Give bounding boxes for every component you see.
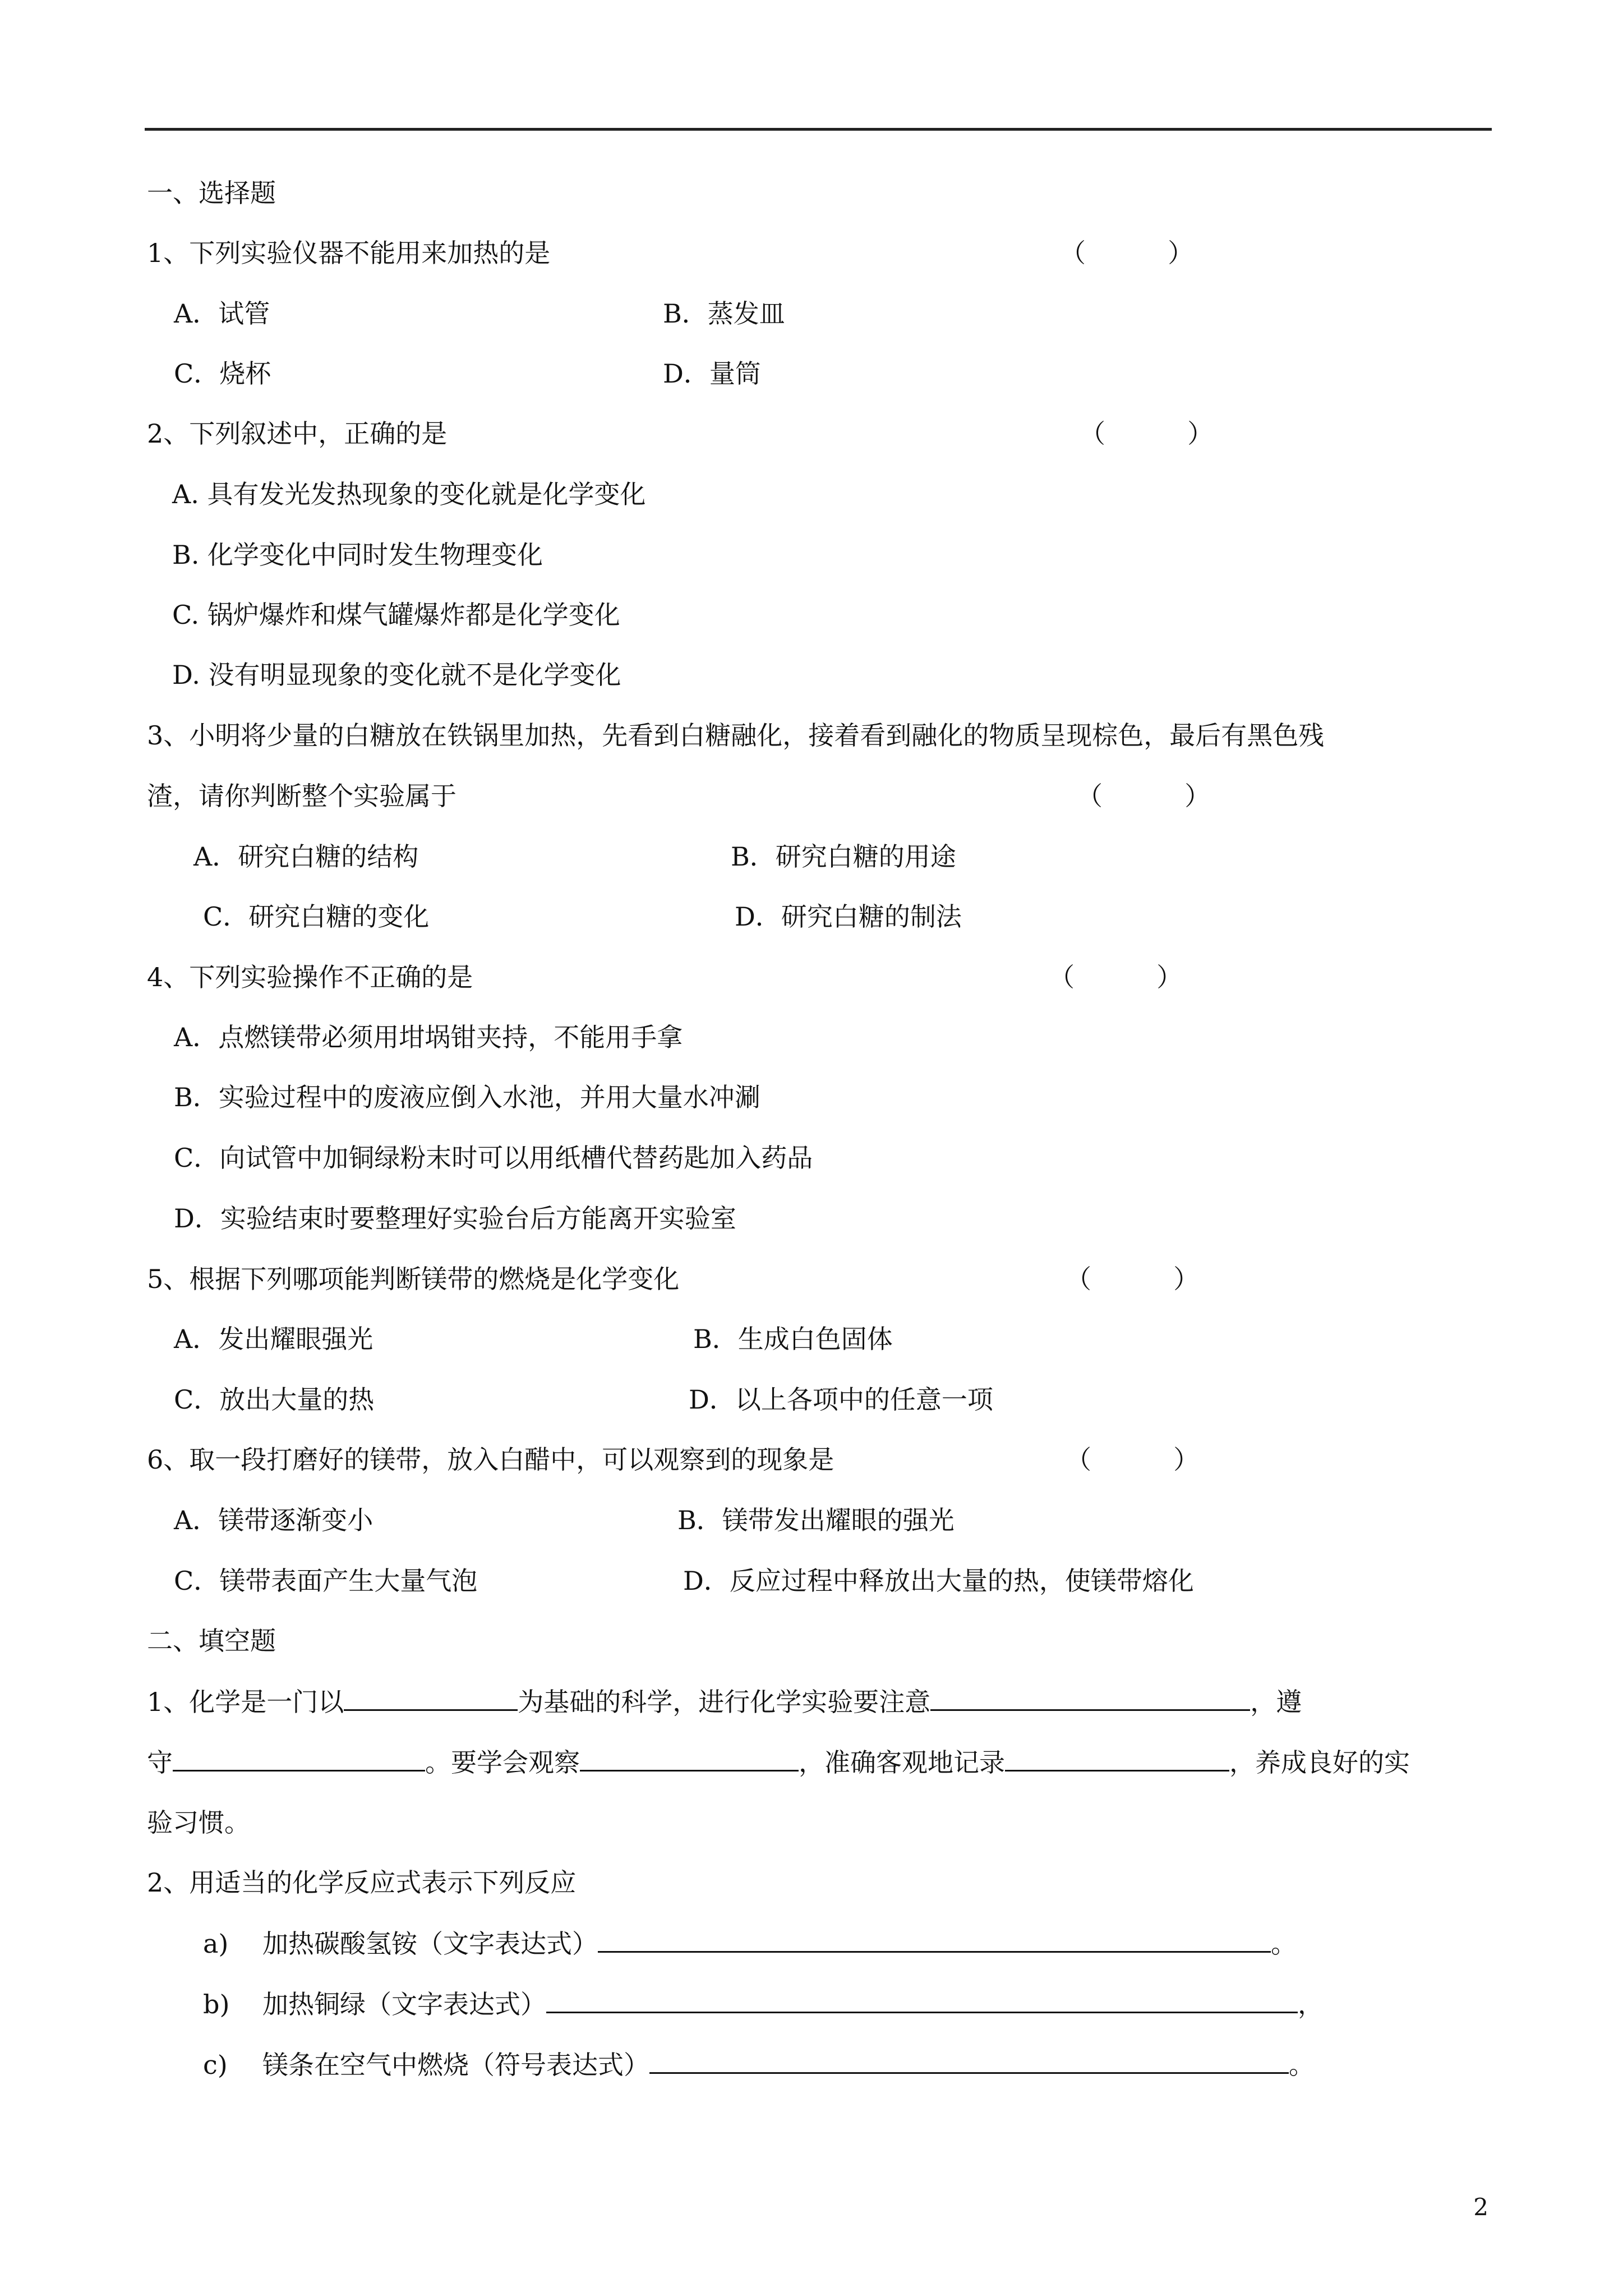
q5-stem: 5、根据下列哪项能判断镁带的燃烧是化学变化: [147, 1264, 680, 1294]
fill-q1-line2: [147, 1745, 1410, 1779]
q4-option-b: B．实验过程中的废液应倒入水池，并用大量水冲涮: [174, 1082, 760, 1112]
fill-q2-item-c-blank[interactable]: [649, 2047, 1289, 2074]
q5-option-a: A．发出耀眼强光: [174, 1324, 374, 1354]
fill-q1-text-b: 为基础的科学，进行化学实验要注意: [518, 1687, 931, 1717]
fill-q1-blank-4[interactable]: [580, 1745, 799, 1772]
fill-q1-line3: 验习惯。: [147, 1807, 250, 1838]
fill-q1-text-c: ，遵: [1250, 1687, 1302, 1717]
fill-q2-item-b-text: 加热铜绿（文字表达式）: [262, 1989, 546, 2019]
q6-option-b: B．镁带发出耀眼的强光: [677, 1505, 955, 1535]
fill-q1-text-f: ，准确客观地记录: [799, 1747, 1005, 1778]
q2-option-d: D. 没有明显现象的变化就不是化学变化: [172, 660, 621, 690]
fill-q2-item-a-end: 。: [1271, 1929, 1297, 1959]
q6-stem: 6、取一段打磨好的镁带，放入白醋中，可以观察到的现象是: [147, 1444, 834, 1475]
q1-option-c: C．烧杯: [174, 358, 271, 389]
fill-q1-text-g: ，养成良好的实: [1229, 1747, 1410, 1778]
q6-answer-paren: （ ）: [1066, 1444, 1200, 1475]
fill-q2-item-a-blank[interactable]: [598, 1926, 1271, 1953]
q1-option-d: D．量筒: [663, 358, 761, 389]
q5-option-c: C．放出大量的热: [174, 1384, 375, 1415]
q2-option-b: B. 化学变化中同时发生物理变化: [172, 540, 543, 570]
q3-answer-paren: （ ）: [1077, 781, 1211, 811]
fill-q2-item-c-text: 镁条在空气中燃烧（符号表达式）: [262, 2050, 649, 2080]
fill-q2-item-c: [203, 2047, 1315, 2082]
q3-option-b: B．研究白糖的用途: [731, 841, 956, 872]
q2-answer-paren: （ ）: [1080, 418, 1214, 449]
fill-q1-text-d: 守: [147, 1747, 173, 1778]
q5-option-b: B．生成白色固体: [693, 1324, 893, 1354]
q2-option-c: C. 锅炉爆炸和煤气罐爆炸都是化学变化: [172, 600, 620, 630]
q4-option-d: D．实验结束时要整理好实验台后方能离开实验室: [174, 1203, 736, 1234]
fill-q1-blank-3[interactable]: [173, 1745, 425, 1772]
fill-q2-item-b-blank[interactable]: [546, 1987, 1298, 2013]
q6-option-c: C．镁带表面产生大量气泡: [174, 1566, 478, 1596]
q3-option-d: D．研究白糖的制法: [735, 901, 962, 932]
fill-q1-line1: [147, 1685, 1302, 1719]
q4-option-a: A．点燃镁带必须用坩埚钳夹持，不能用手拿: [174, 1022, 683, 1052]
q1-option-a: A．试管: [174, 298, 270, 329]
header-rule: [145, 128, 1492, 131]
fill-q1-text-e: 。要学会观察: [425, 1747, 580, 1778]
fill-q1-text-a: 1、化学是一门以: [147, 1687, 344, 1717]
fill-q2-item-b-end: ，: [1298, 1989, 1324, 2019]
fill-q2-item-a-label: a): [203, 1929, 229, 1959]
q6-option-d: D．反应过程中释放出大量的热，使镁带熔化: [683, 1566, 1194, 1596]
fill-q2-item-a-text: 加热碳酸氢铵（文字表达式）: [262, 1929, 598, 1959]
fill-q1-blank-1[interactable]: [344, 1685, 518, 1711]
q2-stem: 2、下列叙述中，正确的是: [147, 418, 448, 449]
q4-stem: 4、下列实验操作不正确的是: [147, 962, 473, 992]
q1-option-b: B．蒸发皿: [663, 298, 785, 329]
q3-stem-continued: 渣，请你判断整个实验属于: [147, 781, 457, 811]
q5-answer-paren: （ ）: [1066, 1264, 1200, 1294]
fill-q2-item-b-label: b): [203, 1989, 230, 2019]
fill-q2-stem: 2、用适当的化学反应式表示下列反应: [147, 1867, 577, 1898]
q3-stem: 3、小明将少量的白糖放在铁锅里加热，先看到白糖融化，接着看到融化的物质呈现棕色，最后有黑色残: [147, 720, 1325, 751]
q3-option-a: A．研究白糖的结构: [193, 841, 419, 872]
q5-option-d: D．以上各项中的任意一项: [689, 1384, 993, 1415]
fill-q2-item-b: [203, 1987, 1324, 2021]
q4-answer-paren: （ ）: [1049, 962, 1183, 992]
fill-q2-item-c-end: 。: [1289, 2050, 1315, 2080]
fill-q1-blank-5[interactable]: [1005, 1745, 1229, 1772]
q6-option-a: A．镁带逐渐变小: [174, 1505, 374, 1535]
fill-q1-blank-2[interactable]: [930, 1685, 1250, 1711]
page-number: 2: [1473, 2193, 1488, 2221]
fill-q2-item-a: [203, 1926, 1297, 1961]
q1-stem: 1、下列实验仪器不能用来加热的是: [147, 238, 551, 268]
section2-title: 二、填空题: [147, 1626, 276, 1656]
section1-title: 一、选择题: [147, 178, 276, 208]
q4-option-c: C．向试管中加铜绿粉末时可以用纸槽代替药匙加入药品: [174, 1143, 813, 1173]
fill-q2-item-c-label: c): [203, 2050, 228, 2080]
q2-option-a: A. 具有发光发热现象的变化就是化学变化: [172, 479, 646, 509]
q3-option-c: C．研究白糖的变化: [203, 901, 430, 932]
q1-answer-paren: （ ）: [1060, 238, 1194, 268]
